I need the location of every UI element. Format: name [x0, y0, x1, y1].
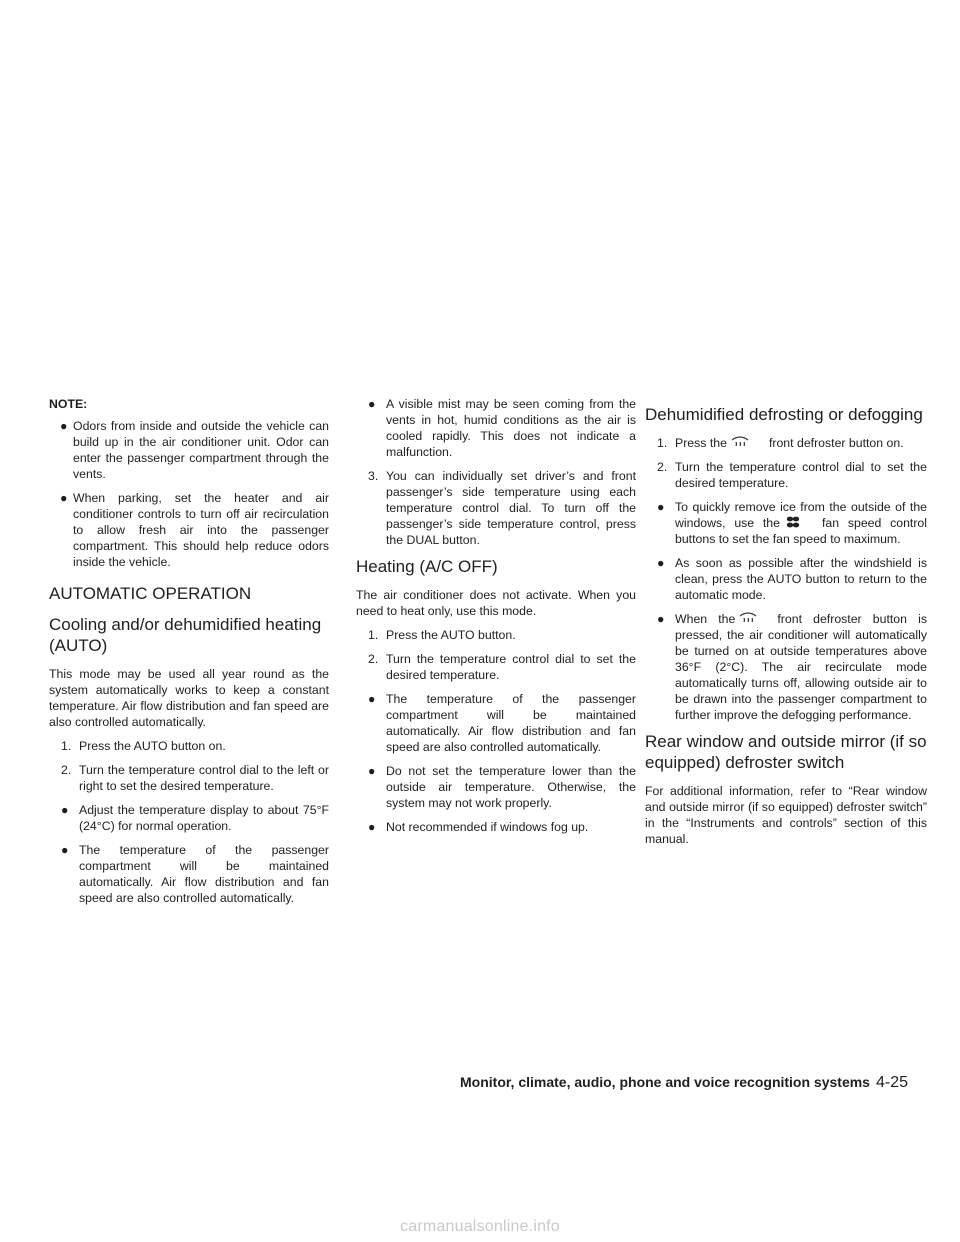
bullet-text: Not recommended if windows fog up.: [386, 820, 589, 834]
note-bullet-text: When parking, set the heater and air conditioner controls to turn off air recirculation to allow fresh air into the passenger compartment. This should help reduce odors inside the vehicle.: [73, 491, 329, 569]
step-item: [49, 762, 329, 794]
step-text: Turn the temperature control dial to set the desired temperature.: [675, 460, 927, 490]
bullet-text: As soon as possible after the windshield is clean, press the AUTO button to return to the automatic mode.: [675, 556, 927, 602]
bullet-text: To quickly remove ice from the outside of the windows, use the: [675, 500, 927, 530]
step-marker: 2.: [61, 763, 72, 777]
step-marker: 1.: [61, 739, 72, 753]
bullet-item: [356, 691, 636, 755]
heading-defrosting: Dehumidified defrosting or defogging: [645, 405, 923, 424]
front-defroster-icon: [739, 611, 757, 625]
step-text: Turn the temperature control dial to the left or right to set the desired temperature.: [79, 763, 329, 793]
step-marker: 1.: [368, 628, 379, 642]
bullet-text: Do not set the temperature lower than the outside air temperature. Otherwise, the system may not work properly.: [386, 764, 636, 810]
note-bullet-text: Odors from inside and outside the vehicle can build up in the air conditioner unit. Odor can enter the passenger compartment through the vents.: [73, 419, 329, 481]
note-bullet: [49, 490, 329, 570]
step-marker: 2.: [657, 460, 668, 474]
step-text: Press the AUTO button on.: [79, 739, 226, 753]
step-item: [645, 459, 927, 491]
bullet-marker: ●: [368, 764, 376, 778]
step-marker: 1.: [657, 436, 668, 450]
bullet-marker: ●: [60, 491, 68, 505]
column-left: [49, 396, 329, 914]
bullet-item: [356, 763, 636, 811]
bullet-marker: ●: [368, 397, 376, 411]
step-item: [356, 627, 636, 643]
bullet-item: [356, 396, 636, 460]
heading-cooling-auto: Cooling and/or dehumidified heating (AUTO): [49, 615, 322, 655]
note-label: NOTE:: [49, 397, 88, 411]
watermark: carmanualsonline.info: [400, 1218, 560, 1235]
step-text: Press the AUTO button.: [386, 628, 516, 642]
bullet-text: Adjust the temperature display to about 75°F (24°C) for normal operation.: [79, 803, 329, 833]
page-number: 4-25: [875, 1074, 908, 1091]
bullet-item: [645, 555, 927, 603]
heading-rear-defroster: Rear window and outside mirror (if so equipped) defroster switch: [645, 732, 927, 772]
bullet-marker: ●: [60, 419, 68, 433]
rear-defroster-text: For additional information, refer to “Rear window and outside mirror (if so equipped) defroster switch” in the “Instruments and controls” section of this manual.: [645, 784, 927, 846]
bullet-text: The temperature of the passenger compartment will be maintained automatically. Air flow distribution and fan speed are also controlled automatically.: [79, 843, 329, 905]
bullet-item: [356, 819, 636, 835]
bullet-item: [49, 842, 329, 906]
page-footer: [0, 1073, 908, 1092]
bullet-marker: ●: [61, 843, 69, 857]
front-defroster-icon: [731, 435, 749, 449]
column-middle: [356, 396, 636, 843]
step-item: [645, 435, 927, 451]
heading-automatic-operation: AUTOMATIC OPERATION: [49, 584, 252, 603]
step-text: Turn the temperature control dial to set the desired temperature.: [386, 652, 636, 682]
bullet-item: [645, 611, 927, 723]
footer-section-title: Monitor, climate, audio, phone and voice recognition systems: [460, 1074, 870, 1090]
step-marker: 2.: [368, 652, 379, 666]
bullet-text: front defroster button is pressed, the air conditioner will automatically be turned on at outside temperatures above 36°F (2°C). The air recirculate mode automatically turns off, allowing outside air to be drawn into the passenger compartment to further improve the defogging performance.: [675, 612, 928, 722]
bullet-text: When the: [675, 612, 736, 626]
step-text: Press the: [675, 436, 727, 450]
bullet-marker: ●: [657, 612, 665, 626]
cooling-intro: This mode may be used all year round as the system automatically works to keep a constant temperature. Air flow distribution and fan speed are also controlled automatically.: [49, 667, 329, 729]
bullet-item: [645, 499, 927, 547]
fan-icon: [784, 515, 802, 529]
bullet-marker: ●: [657, 500, 665, 514]
heading-heating: Heating (A/C OFF): [356, 557, 498, 576]
note-bullet: [49, 418, 329, 482]
step-item: [49, 738, 329, 754]
bullet-marker: ●: [368, 820, 376, 834]
bullet-marker: ●: [368, 692, 376, 706]
step-item: [356, 651, 636, 683]
bullet-text: A visible mist may be seen coming from the vents in hot, humid conditions as the air is cooled rapidly. This does not indicate a malfunction.: [386, 397, 636, 459]
bullet-marker: ●: [657, 556, 665, 570]
column-right: [645, 396, 927, 855]
step-text: front defroster button on.: [768, 436, 904, 450]
bullet-item: [49, 802, 329, 834]
step-item: [356, 468, 636, 548]
bullet-text: fan speed control buttons to set the fan speed to maximum.: [675, 516, 927, 546]
bullet-text: The temperature of the passenger compartment will be maintained automatically. Air flow distribution and fan speed are also controlled automatically.: [386, 692, 636, 754]
step-marker: 3.: [368, 469, 379, 483]
bullet-marker: ●: [61, 803, 69, 817]
step-text: You can individually set driver’s and front passenger’s side temperature using each temperature control dial. To turn off the passenger’s side temperature control, press the DUAL button.: [386, 469, 636, 547]
heating-intro: The air conditioner does not activate. When you need to heat only, use this mode.: [356, 588, 636, 618]
